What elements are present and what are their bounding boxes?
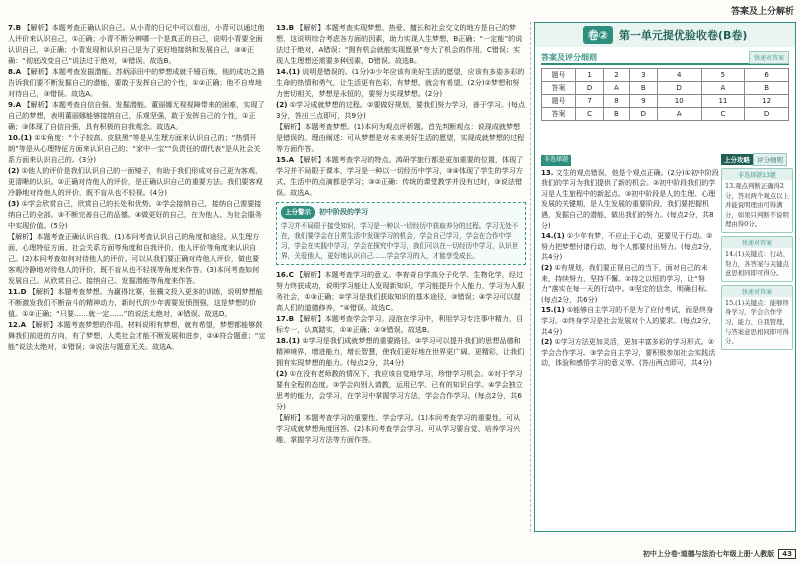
item-text: 【解析】本题考查自信自强、发掘潜能。董丽娜无视视障带来的困难，实现了自己的梦想，表明董丽娜能够接纳自己，乐观坚强，敢于发挥自己的个性，①正确；③体现了自信自强，具有积极的自我观念。故选A。: [8, 100, 265, 131]
tab-scoring: 评分细则: [753, 153, 787, 166]
page-header: [0, 0, 800, 22]
note-body: 学习并不局限于接受知识，学习是一种以一切经历中获取养分的过程。学习无处不在，我们要学会在日常生活中发现学习的机会，学会自己学习，学会在合作中学习，学会在实践中学习，学会在探究中学习，我们可以在一切经历中学习，认识世界，关爱他人，更好地认识自己……学会学习的人，才能享受成长。: [281, 222, 519, 260]
item-number: 16.C: [276, 270, 294, 279]
item-number: 13.B: [276, 23, 294, 32]
item-number: 9.A: [8, 100, 22, 109]
item-text: 【解析】本题考查学习的意义。李宥奇自学高分子化学、生物化学，经过努力终获成功，说明学习能让人发现新知识，学习能提升个人能力，学习为人服务社会，①③正确；②学习是我们获取知识的基本途径，③错误；④学习可以提高人们的道德修养，“④错误。故选C。: [276, 270, 525, 312]
item-number: 15.A: [276, 155, 295, 164]
answer-banner: [541, 51, 789, 65]
scoring-box-text: 14.(1)关键点：行动、努力，各答案与关键点意思相同即可得分。: [725, 249, 789, 278]
left-column: [8, 22, 266, 352]
item-text: ①①角度：“个子较高、皮肤黑”等是从生理方面来认识自己的；“热情开朗”等是从心理特征方面来认识自己的；“家中一宝”“负责任的谓代表”是从社会关系方面来认识自己的。(3分): [8, 133, 261, 164]
table-cell: D: [745, 108, 789, 121]
answer-item: [8, 99, 266, 132]
item-text: ①学习成就梦想的过程。②要做好规划，要我们努力学习，善于学习。(每点3分，答出三点即可，共9分): [276, 100, 526, 120]
strategy-tabs: [721, 153, 793, 165]
table-cell: 5: [701, 69, 745, 82]
answer-item: [276, 154, 526, 198]
item-text: 【解析】本题考查实现梦想。热爱、擅长和社会交文的地方是自己的梦想，这说明综合考虑各方面的因素，助力实现人生梦想，B正确；“一定能”的说法过于绝对，A错误；“拥有机会就能实现愿景”夸大了机会的作用，C错误；实现人生理想还需要多种因素，D错误。故选B。: [276, 23, 523, 65]
item-text: 说明是错误的。(1分)①少年应该有美好生活的愿望，应该有多姿多彩的生命的热情和勇气，让生活更有色彩，有梦想，就会有希望。(2分)②梦想和努力密切相关，梦想是永恒的，要努力实现梦想。(2分): [276, 67, 525, 98]
answer-item: [276, 99, 526, 121]
item-text: 文生的观点错误，他是个观点正确。(2分)①初中阶段我们的学习为我们提供了新的机会。②初中阶段我们的学习是人生旅程中的新起点。③初中阶段是人的生理、心理发展的关键期，是人生发展的重要阶段，我们要把握机遇，发掘自己的潜能，做出我们的努力。(每点2分，共8分): [541, 168, 719, 230]
scoring-box-text: 13.观点判断正确得2分，答对两个观点以上并能说明理由可得满分，如果只判断不说明理由得0分。: [725, 182, 789, 229]
answer-item: [541, 305, 719, 337]
table-cell: A: [657, 108, 701, 121]
panel-title: [535, 23, 795, 47]
item-number: (2): [541, 338, 553, 347]
table-cell: C: [576, 108, 604, 121]
item-number: (3): [8, 199, 20, 208]
quick-check-tag: 快速对答案: [749, 51, 789, 64]
table-cell: 9: [629, 95, 657, 108]
answer-item: [8, 22, 266, 66]
table-cell: 12: [745, 95, 789, 108]
table-cell: 题号: [542, 69, 576, 82]
book-title: 初中上分卷·道德与法治七年级上册·人教版: [642, 550, 775, 558]
table-cell: 2: [604, 69, 630, 82]
item-number: 10.(1): [8, 133, 32, 142]
item-text: 【解析】本题考查学会学习。浸泡在学习中，利用学习专注事中精力，目标专一，认真踏实，①④正确；②③错误。故选B。: [276, 314, 524, 334]
table-cell: 1: [576, 69, 604, 82]
answer-item: [276, 269, 526, 313]
answer-item: [8, 198, 266, 231]
item-number: 18.(1): [276, 336, 300, 345]
table-row: [542, 69, 789, 82]
table-cell: A: [701, 82, 745, 95]
table-cell: D: [657, 82, 701, 95]
table-cell: 答案: [542, 82, 576, 95]
item-text: ①学习是我们成就梦想的重要路径。②学习可以提升我们的思想品德和精神境界，增进能力，增长智慧，使我们更好地在世界更广阔、更精彩，让我们拥有实现梦想的能力。(每点2分，共4分): [276, 336, 525, 367]
scoring-box-title: 快速对答案: [722, 237, 792, 248]
scoring-box: [721, 236, 793, 282]
panel-title-text: 第一单元提优验收卷(B卷): [618, 29, 748, 42]
item-text: ①学习方法更加灵活，更加丰富多彩的学习形式。②学会合作学习。③学会自主学习，要积极参加社会实践活动，体验和感悟学习的意义等。(答出两点即可，共4分): [541, 338, 716, 368]
item-text: 【解析】本题考查梦想。为赢得比赛，张骥文投入更多的训练，说明梦想能不断激发我们不断奋斗的精神动力，新时代的少年需要发愤图强，这是梦想的价值。①②正确；“只要……就一定……”的说法太绝对，④错误。故选D。: [8, 287, 263, 318]
table-cell: D: [629, 108, 657, 121]
item-text: ①少年有梦，不应止于心动，更要见于行动。②努力把梦想付诸行动，每个人都要付出努力。(每点2分，共4分): [541, 232, 717, 262]
item-number: 7.B: [8, 23, 22, 32]
scoring-sidebar: [721, 153, 793, 350]
table-cell: 8: [604, 95, 630, 108]
item-text: 【解析】本题考查正确认识自我。(1)本问考查认识自己的角度和途径。从生理方面、心理特征方面、社会关系方面等角度和自我评价、他人评价等角度来认识自己。(2)本问考查如何对待他人的评价。可以从我们要正确对待他人评价，做也要客观冷静地对待他人的评价，既不盲从也不轻视等角度来作答。(3)本问考查如何发展自己。从欣赏自己、接纳自己、发掘潜能等角度来作答。: [8, 232, 260, 285]
answer-panel: [534, 22, 796, 532]
table-cell: C: [701, 108, 745, 121]
section-badge: 非选择题: [541, 155, 571, 166]
table-row: [542, 82, 789, 95]
item-number: 12.A: [8, 320, 27, 329]
item-number: (2): [541, 263, 553, 272]
table-cell: 答案: [542, 108, 576, 121]
scoring-box-title: 非选择题13题: [722, 169, 792, 180]
item-text: ①他人的评价是我们认识自己的一面镜子，有助于我们形成对自己更为客观、更清晰的认识。②正确对待他人的评价，是正确认识自己的重要方法。我们要客观冷静地对待他人的评价，既不盲从也不轻视。(4分): [8, 166, 263, 197]
item-text: 【解析】本题考查梦想。(1)本问为观点评析题。首先判断观点：说现成就梦想是错误的。理由阐述：可从梦想是对未来美好生活的愿望，实现成就梦想的过程等方面作答。: [276, 122, 525, 153]
table-cell: B: [604, 108, 630, 121]
item-text: 【解析】本题考查学习的重要性、学会学习。(1)本问考查学习的重要性。可从学习成就梦想角度回答。(2)本问考查学会学习。可从学习要自觉、培养学习兴趣、掌握学习方法等方面作答。: [276, 413, 521, 444]
answer-item: [276, 121, 526, 154]
table-cell: 7: [576, 95, 604, 108]
item-number: 14.(1): [276, 67, 300, 76]
answer-item: [276, 22, 526, 66]
tab-strategy: 上分攻略: [721, 154, 753, 165]
table-cell: B: [629, 82, 657, 95]
table-cell: 6: [745, 69, 789, 82]
answer-item: [8, 231, 266, 286]
table-row: [542, 95, 789, 108]
answer-item: [541, 231, 719, 263]
table-cell: 10: [657, 95, 701, 108]
page-number: 43: [778, 549, 796, 559]
item-text: ①在没有老师教的情况下，我应该自觉地学习，珍惜学习机会。②对于学习要有全程的态度。③学会向别人请教，运用已学、已有的知识自学。④学会独立思考的能力，会学习，在学习中掌握学习方法，学会合作学习。(每点2分，共6分): [276, 369, 523, 411]
volume-badge: 卷②: [583, 26, 613, 44]
item-number: 14.(1): [541, 232, 565, 241]
section-title: 答案及上分解析: [730, 7, 794, 17]
middle-column: [276, 22, 526, 445]
table-cell: 11: [701, 95, 745, 108]
answer-explanations: [541, 153, 719, 369]
item-text: 【解析】本题考查梦想的作用。材料说明有梦想，就有希望，梦想都能够鼓舞我们前进的方向，有了梦想，人类社会才能不断发展和进步，②④符合题意；“定能”说法太绝对，①错误；③说法与题意无关。故选A。: [8, 320, 266, 351]
item-text: 【解析】本题考查发掘潜能。苏炳添田中的梦想成就千锤百炼，他的成功之路告诉我们要不断发掘自己的潜能，要敢于发挥自己的个性，①②正确；他不自卑地对待自己，③错误。故选A。: [8, 67, 265, 98]
answer-banner-label: 答案及评分细则: [541, 52, 597, 62]
item-number: 15.(1): [541, 306, 565, 315]
answer-item: [541, 263, 719, 305]
table-cell: 题号: [542, 95, 576, 108]
item-text: 【解析】本题考查学习的特点。鸿研学旅行都是更加重要的位置，体现了学习并不局限于课本，学习是一种以一切经历中学习，③④体现了学生的学习方式、生活中的点滴都是学习；③②正确：传统的课堂教学并没有过时，③说法错误。故选A。: [276, 155, 524, 197]
item-number: (2): [276, 100, 288, 109]
item-number: 8.A: [8, 67, 22, 76]
scoring-box: [721, 285, 793, 350]
answer-item: [8, 66, 266, 99]
answer-item: [8, 132, 266, 165]
column-divider: [530, 22, 531, 532]
answer-item: [541, 337, 719, 369]
answer-item: [8, 165, 266, 198]
table-cell: A: [604, 82, 630, 95]
answer-item: [276, 313, 526, 335]
note-title: 初中阶段的学习: [319, 208, 368, 216]
item-number: 17.B: [276, 314, 294, 323]
item-text: ①学会欣赏自己，欣赏自己的长处和优势。②学会接纳自己，接纳自己需要接纳自己的全部。③不断完善自己的品德。④做更好的自己，在为他人、为社会服务中实现价值。(5分): [8, 199, 262, 230]
table-row: [542, 108, 789, 121]
item-text: ①能够自主学习的不是为了应付考试，而是终身学习。②终身学习是社会发展对个人的要求。(每点2分，共4分): [541, 306, 716, 336]
answer-item: [276, 368, 526, 412]
table-cell: D: [576, 82, 604, 95]
page-footer: [643, 549, 796, 559]
answer-table: [541, 68, 789, 121]
answer-item: [276, 335, 526, 368]
item-text: 【解析】本题考查正确认识自己。从小青的日记中可以看出，小青可以通过他人评价来认识自己，①正确；小青不断分辨哪一个是真正的自己，说明小青要全面认识自己，②正确；小青发现和认识自己是为了更好地接纳和发展自己，③④正确：“彻底改变自己”说法过于绝对，④错误。故选B。: [8, 23, 265, 65]
note-badge: 上分警示: [281, 206, 315, 219]
answer-item: [8, 319, 266, 352]
scoring-box-title: 快速对答案: [722, 286, 792, 297]
answer-item: [541, 168, 719, 232]
answer-item: [8, 286, 266, 319]
warning-note: [276, 202, 526, 265]
answer-item: [276, 66, 526, 99]
item-number: 11.D: [8, 287, 27, 296]
table-cell: 3: [629, 69, 657, 82]
item-number: (2): [8, 166, 20, 175]
scoring-box-text: 15.(1)关键点：能够终身学习，学会合作学习，能力、自我管理，与答案意思相同即可得分。: [725, 298, 789, 346]
table-cell: B: [745, 82, 789, 95]
scoring-box: [721, 168, 793, 233]
item-number: 13.: [541, 168, 554, 177]
table-cell: 4: [657, 69, 701, 82]
answer-item: [276, 412, 526, 445]
item-text: ①有规划，我们要正视自己的当下，面对自己的未来，持续努力，坚持不懈。②持之以恒的学习，让“努力”落实在每一天的行动中。③坚定的信念，明确目标。(每点2分，共6分): [541, 263, 712, 304]
item-number: (2): [276, 369, 288, 378]
